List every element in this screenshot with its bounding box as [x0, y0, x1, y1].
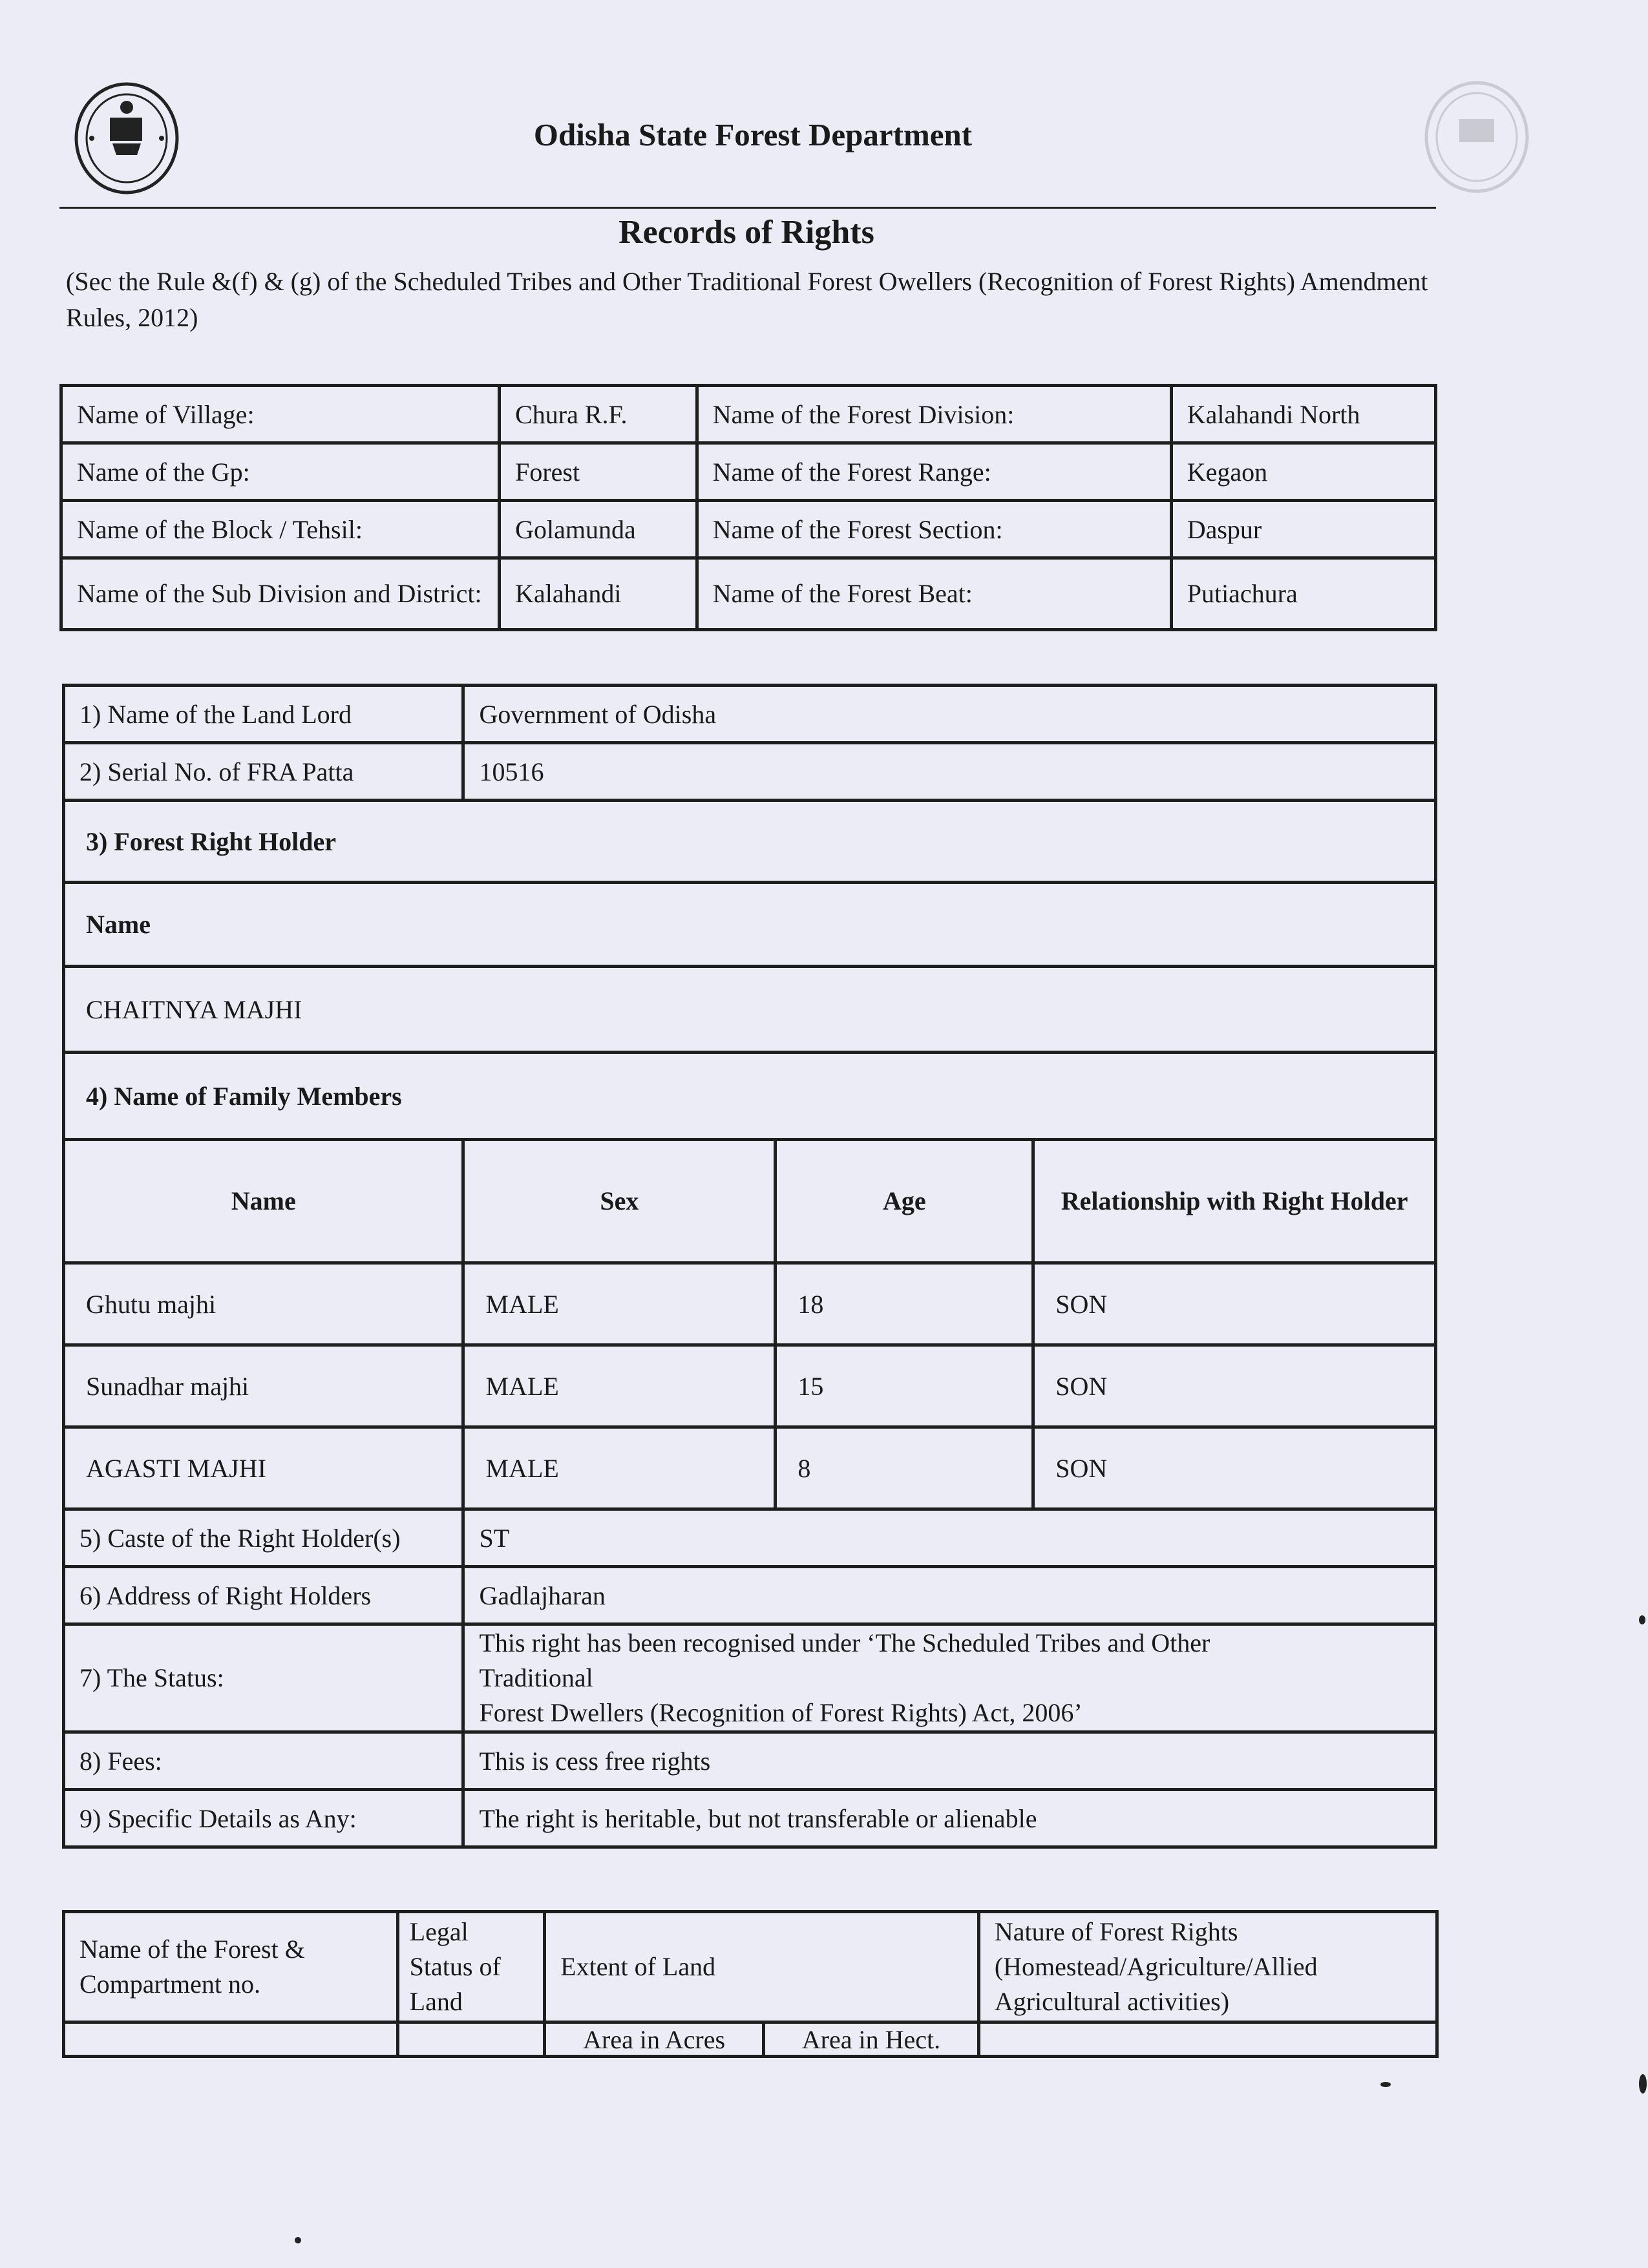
gp-value: Forest	[500, 443, 697, 501]
family-member-age: 8	[776, 1427, 1033, 1509]
col-extent-of-land: Extent of Land	[545, 1912, 979, 2022]
details-label: 9) Specific Details as Any:	[64, 1790, 463, 1847]
table-row	[64, 1427, 1436, 1509]
col-area-acres: Area in Acres	[545, 2022, 764, 2057]
document-title: Records of Rights	[618, 214, 874, 251]
table-row	[64, 1345, 1436, 1427]
table-row	[64, 1263, 1436, 1345]
location-table	[59, 384, 1437, 631]
empty-cell	[978, 2022, 1437, 2057]
table-row	[61, 501, 1436, 558]
record-table	[62, 684, 1437, 1849]
holder-name: CHAITNYA MAJHI	[64, 967, 1436, 1053]
status-line: This right has been recognised under ‘The Scheduled Tribes and Other	[479, 1628, 1210, 1657]
range-value: Kegaon	[1171, 443, 1435, 501]
family-member-name: Ghutu majhi	[64, 1263, 463, 1345]
village-label: Name of Village:	[61, 386, 500, 443]
holder-heading: 3) Forest Right Holder	[64, 801, 1436, 883]
family-member-name: AGASTI MAJHI	[64, 1427, 463, 1509]
col-nature-of-rights: Nature of Forest Rights (Homestead/Agriculture/Allied Agricultural activities)	[978, 1912, 1437, 2022]
fees-value: This is cess free rights	[463, 1732, 1436, 1790]
table-row	[64, 801, 1436, 883]
address-value: Gadlajharan	[463, 1567, 1436, 1624]
land-lord-value: Government of Odisha	[463, 686, 1436, 743]
family-col-name: Name	[64, 1140, 463, 1263]
family-col-age: Age	[776, 1140, 1033, 1263]
table-row	[64, 1732, 1436, 1790]
beat-label: Name of the Forest Beat:	[697, 558, 1171, 630]
table-row	[64, 1140, 1436, 1263]
family-col-relationship: Relationship with Right Holder	[1033, 1140, 1436, 1263]
family-member-relation: SON	[1033, 1263, 1436, 1345]
header-divider	[59, 207, 1436, 209]
document-subtitle: (Sec the Rule &(f) & (g) of the Scheduled Tribes and Other Traditional Forest Owellers (Recognition of Forest Rights) Amendment Rules, 2012)	[66, 267, 1428, 332]
table-row	[64, 1790, 1436, 1847]
table-row	[64, 1624, 1436, 1732]
subdivision-value: Kalahandi	[500, 558, 697, 630]
beat-value: Putiachura	[1171, 558, 1435, 630]
section-value: Daspur	[1171, 501, 1435, 558]
serial-value: 10516	[463, 743, 1436, 801]
gp-label: Name of the Gp:	[61, 443, 500, 501]
subdivision-label: Name of the Sub Division and District:	[61, 558, 500, 630]
table-row	[64, 743, 1436, 801]
fees-label: 8) Fees:	[64, 1732, 463, 1790]
serial-label: 2) Serial No. of FRA Patta	[64, 743, 463, 801]
col-area-hect: Area in Hect.	[764, 2022, 979, 2057]
status-label: 7) The Status:	[64, 1624, 463, 1732]
table-row	[64, 1509, 1436, 1567]
family-member-age: 18	[776, 1263, 1033, 1345]
status-line: Forest Dwellers (Recognition of Forest Rights) Act, 2006’	[479, 1698, 1083, 1727]
caste-value: ST	[463, 1509, 1436, 1567]
village-value: Chura R.F.	[500, 386, 697, 443]
table-row	[64, 967, 1436, 1053]
table-row	[61, 558, 1436, 630]
empty-cell	[64, 2022, 398, 2057]
table-row	[64, 883, 1436, 967]
family-member-name: Sunadhar majhi	[64, 1345, 463, 1427]
division-label: Name of the Forest Division:	[697, 386, 1171, 443]
status-value	[463, 1624, 1436, 1732]
address-label: 6) Address of Right Holders	[64, 1567, 463, 1624]
land-table	[62, 1910, 1439, 2058]
status-line: Traditional	[479, 1663, 593, 1692]
family-member-sex: MALE	[463, 1345, 776, 1427]
col-legal-status: Legal Status of Land	[397, 1912, 545, 2022]
scan-speck	[1380, 2082, 1391, 2087]
table-row	[64, 1053, 1436, 1140]
family-member-relation: SON	[1033, 1345, 1436, 1427]
division-value: Kalahandi North	[1171, 386, 1435, 443]
table-row	[64, 1567, 1436, 1624]
caste-label: 5) Caste of the Right Holder(s)	[64, 1509, 463, 1567]
department-title: Odisha State Forest Department	[533, 117, 973, 152]
section-label: Name of the Forest Section:	[697, 501, 1171, 558]
details-value: The right is heritable, but not transferable or alienable	[463, 1790, 1436, 1847]
family-member-sex: MALE	[463, 1427, 776, 1509]
family-heading: 4) Name of Family Members	[64, 1053, 1436, 1140]
table-row	[61, 443, 1436, 501]
family-member-sex: MALE	[463, 1263, 776, 1345]
family-member-age: 15	[776, 1345, 1033, 1427]
empty-cell	[397, 2022, 545, 2057]
name-heading: Name	[64, 883, 1436, 967]
scan-speck	[1639, 1615, 1645, 1624]
table-row	[64, 1912, 1437, 2022]
table-row	[64, 686, 1436, 743]
block-label: Name of the Block / Tehsil:	[61, 501, 500, 558]
table-row	[61, 386, 1436, 443]
table-row	[64, 2022, 1437, 2057]
scan-speck	[1639, 2074, 1647, 2094]
land-lord-label: 1) Name of the Land Lord	[64, 686, 463, 743]
block-value: Golamunda	[500, 501, 697, 558]
family-col-sex: Sex	[463, 1140, 776, 1263]
col-forest-compartment: Name of the Forest & Compartment no.	[64, 1912, 398, 2022]
range-label: Name of the Forest Range:	[697, 443, 1171, 501]
family-member-relation: SON	[1033, 1427, 1436, 1509]
scan-speck	[295, 2237, 301, 2243]
